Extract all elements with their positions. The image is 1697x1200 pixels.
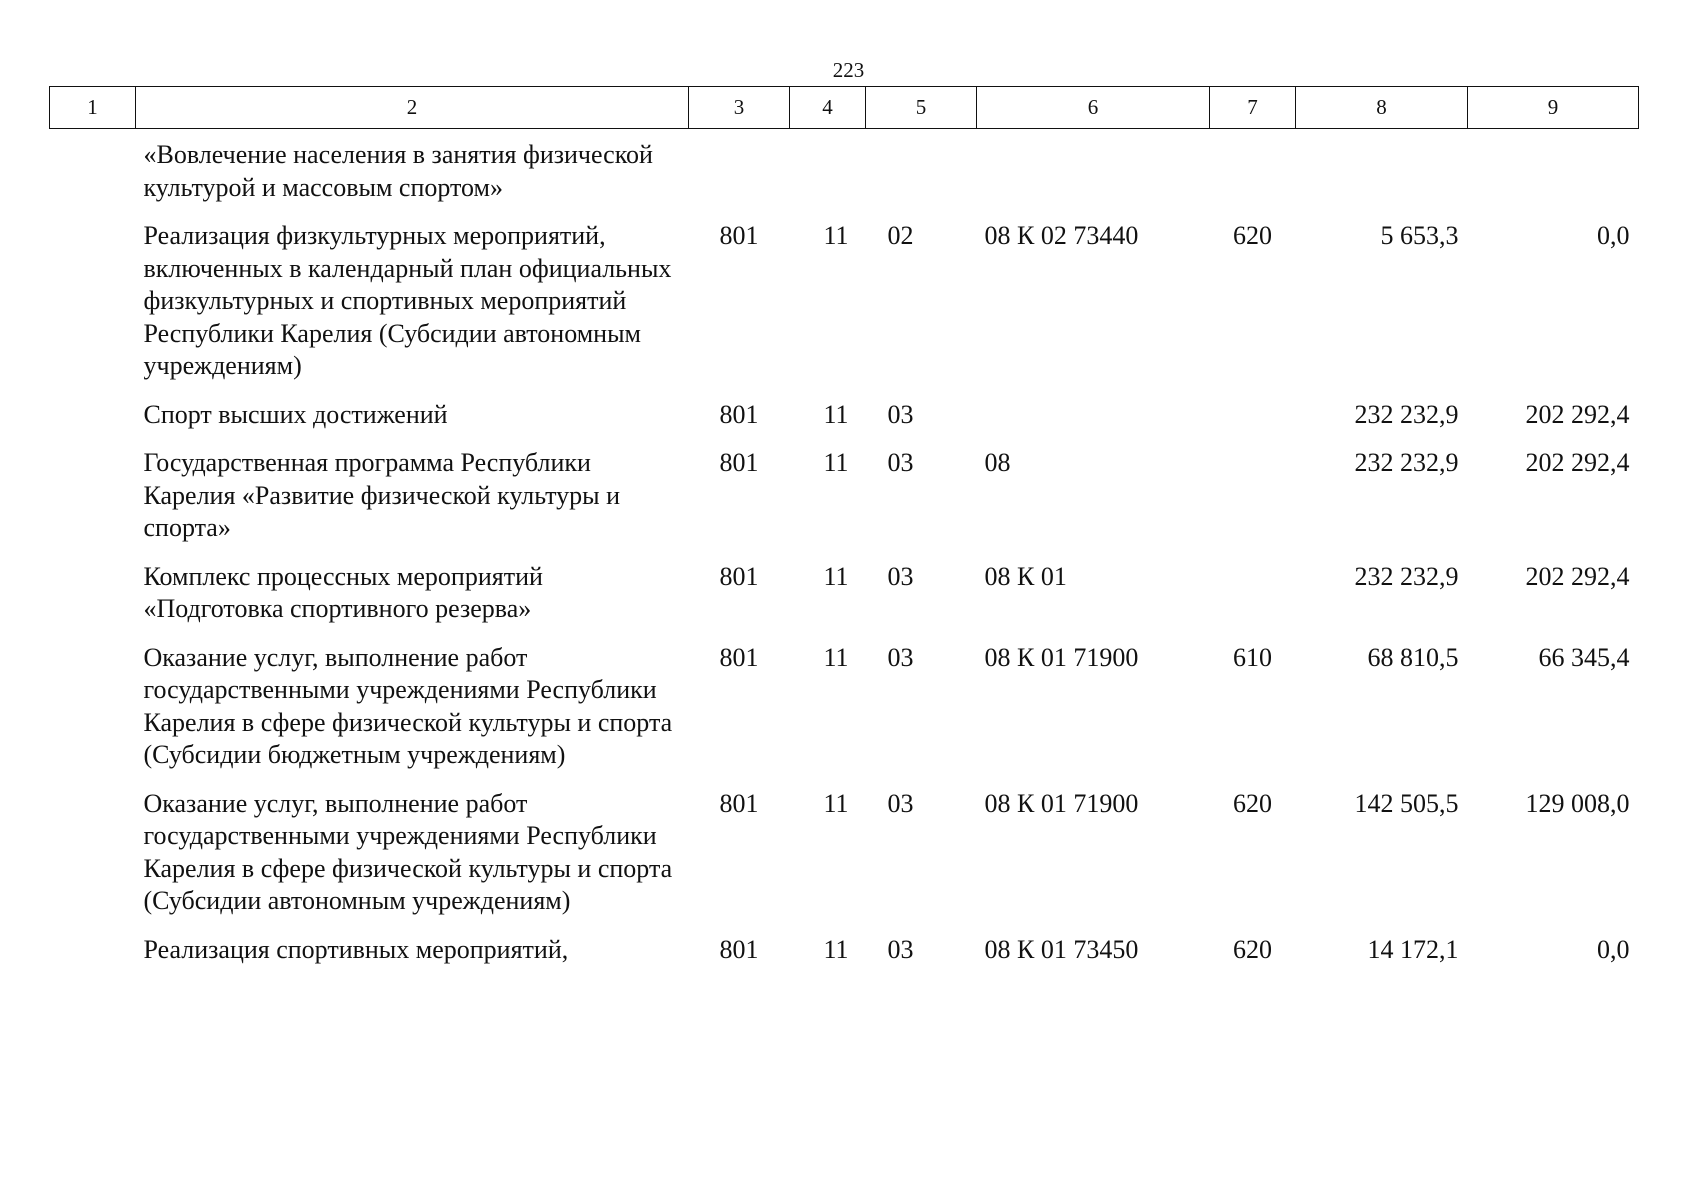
row-pr-code: 03 [887, 934, 914, 964]
row-vr-code [1210, 399, 1296, 448]
row-gr-code: 801 [719, 448, 759, 477]
table-row [50, 447, 1639, 561]
header-col-6: 6 [977, 87, 1210, 129]
row-amount-col8 [1296, 129, 1468, 221]
table-row [50, 129, 1639, 221]
row-rz-code: 11 [823, 561, 849, 591]
header-col-5: 5 [866, 87, 977, 129]
row-pr-code: 03 [887, 448, 914, 477]
row-name: «Вовлечение населения в занятия физической культурой и массовым спортом» [143, 140, 653, 202]
row-amount-col9: 202 292,4 [1525, 561, 1630, 591]
row-name: Реализация спортивных мероприятий, [143, 934, 569, 964]
row-vr-code: 620 [1233, 221, 1272, 250]
row-amount-col9: 0,0 [1597, 221, 1630, 250]
row-vr-code [1210, 129, 1296, 221]
row-rz-code: 11 [823, 642, 849, 672]
table-row [50, 220, 1639, 399]
row-pr-code: 03 [887, 788, 914, 818]
row-gr-code: 801 [719, 561, 759, 591]
row-amount-col8: 68 810,5 [1367, 642, 1459, 672]
header-row [50, 87, 1639, 129]
row-vr-code: 610 [1233, 642, 1272, 672]
row-pr-code: 03 [887, 561, 914, 591]
row-csr-code [977, 399, 1210, 448]
header-col-9: 9 [1468, 87, 1639, 129]
row-rz-code: 11 [823, 788, 849, 818]
row-gr-code: 801 [719, 642, 759, 672]
row-vr-code: 620 [1233, 788, 1272, 818]
row-name: Государственная программа Республики Карелия «Развитие физической культуры и спорта» [143, 448, 621, 542]
row-csr-code: 08 К 01 71900 [984, 642, 1139, 672]
row-name: Спорт высших достижений [143, 399, 448, 429]
row-rz-code [790, 129, 866, 221]
row-amount-col8: 14 172,1 [1367, 934, 1459, 964]
row-amount-col8: 232 232,9 [1354, 448, 1459, 477]
row-rz-code: 11 [823, 221, 849, 250]
row-amount-col9: 202 292,4 [1525, 399, 1630, 429]
header-col-7: 7 [1210, 87, 1296, 129]
row-gr-code: 801 [719, 788, 759, 818]
row-vr-code [1210, 447, 1296, 561]
row-csr-code: 08 К 01 73450 [984, 934, 1139, 964]
row-rz-code: 11 [823, 934, 849, 964]
row-pr-code: 02 [887, 221, 914, 250]
row-rz-code: 11 [823, 399, 849, 429]
row-gr-code [689, 129, 790, 221]
table-row [50, 561, 1639, 642]
header-col-8: 8 [1296, 87, 1468, 129]
table-row [50, 642, 1639, 788]
table-header [50, 87, 1639, 129]
row-amount-col8: 142 505,5 [1354, 788, 1459, 818]
row-amount-col8: 5 653,3 [1380, 221, 1459, 250]
header-col-2: 2 [136, 87, 689, 129]
row-gr-code: 801 [719, 934, 759, 964]
table-row [50, 934, 1639, 983]
row-csr-code: 08 К 01 [984, 561, 1067, 591]
row-amount-col9 [1468, 129, 1639, 221]
row-vr-code: 620 [1233, 934, 1272, 964]
header-col-1: 1 [50, 87, 136, 129]
row-amount-col9: 202 292,4 [1525, 448, 1630, 477]
table-row [50, 399, 1639, 448]
row-amount-col9: 0,0 [1597, 934, 1630, 964]
row-csr-code: 08 К 01 71900 [984, 788, 1139, 818]
row-amount-col8: 232 232,9 [1354, 561, 1459, 591]
row-csr-code: 08 [984, 448, 1011, 477]
row-amount-col9: 129 008,0 [1525, 788, 1630, 818]
row-rz-code: 11 [823, 448, 849, 477]
row-pr-code: 03 [887, 642, 914, 672]
budget-table [49, 86, 1639, 982]
row-gr-code: 801 [719, 221, 759, 250]
row-name: Реализация физкультурных мероприятий, включенных в календарный план официальных физкультурных и спортивных мероприятий Республики Карелия (Субсидии автономным учреждениям) [143, 221, 672, 380]
page-number: 223 [832, 58, 865, 82]
row-amount-col8: 232 232,9 [1354, 399, 1459, 429]
row-gr-code: 801 [719, 399, 759, 429]
header-col-3: 3 [689, 87, 790, 129]
header-col-4: 4 [790, 87, 866, 129]
row-amount-col9: 66 345,4 [1538, 642, 1630, 672]
row-pr-code [866, 129, 977, 221]
table-body [50, 129, 1639, 983]
row-vr-code [1210, 561, 1296, 642]
row-pr-code: 03 [887, 399, 914, 429]
row-csr-code: 08 К 02 73440 [984, 221, 1139, 250]
row-name: Оказание услуг, выполнение работ государственными учреждениями Республики Карелия в сфере физической культуры и спорта (Субсидии автономным учреждениям) [143, 788, 673, 915]
table-row [50, 788, 1639, 934]
row-name: Комплекс процессных мероприятий «Подготовка спортивного резерва» [143, 561, 543, 623]
row-name: Оказание услуг, выполнение работ государственными учреждениями Республики Карелия в сфере физической культуры и спорта (Субсидии бюджетным учреждениям) [143, 642, 673, 769]
row-csr-code [977, 129, 1210, 221]
